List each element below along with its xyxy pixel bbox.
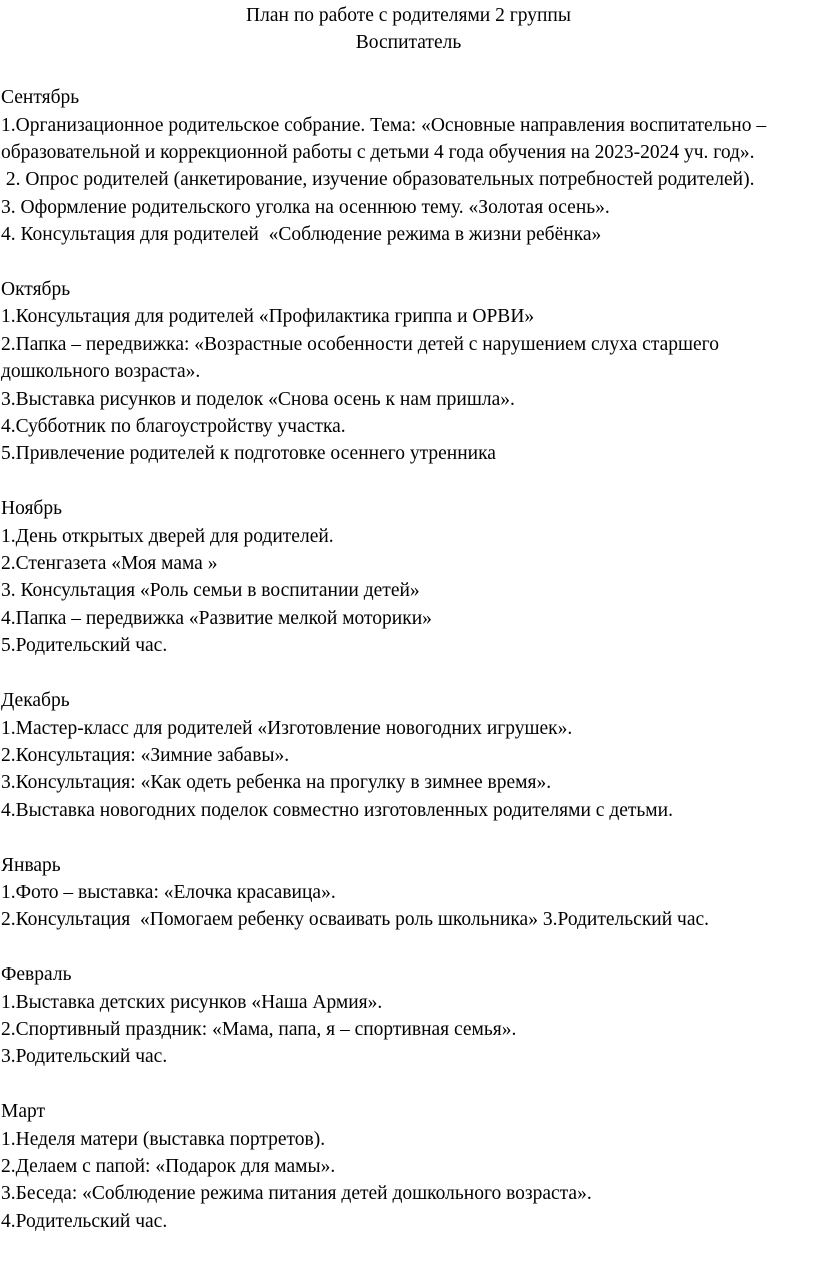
- section-november: [1, 495, 814, 659]
- list-item: 1.Неделя матери (выставка портретов).: [1, 1128, 326, 1150]
- list-item: 4.Папка – передвижка «Развитие мелкой моторики»: [1, 607, 432, 629]
- month-heading: Октябрь: [1, 279, 71, 301]
- list-item: 1.Мастер-класс для родителей «Изготовление новогодних игрушек».: [1, 717, 573, 739]
- list-item: 2.Делаем с папой: «Подарок для мамы».: [1, 1155, 336, 1177]
- month-heading: Декабрь: [1, 690, 70, 712]
- section-october: [1, 276, 814, 468]
- list-item: 2.Папка – передвижка: «Возрастные особенности детей с нарушением слуха старшего дошкольного возраста».: [1, 333, 719, 383]
- list-item: 3. Оформление родительского уголка на осеннюю тему. «Золотая осень».: [1, 196, 610, 218]
- list-item: 2.Стенгазета «Моя мама »: [1, 553, 218, 575]
- section-gap: [1, 934, 814, 961]
- list-item: 4.Выставка новогодних поделок совместно изготовленных родителями с детьми.: [1, 799, 673, 821]
- document-title: План по работе с родителями 2 группы: [246, 5, 571, 26]
- document-subtitle: Воспитатель: [355, 32, 462, 54]
- list-item: 4. Консультация для родителей «Соблюдение режима в жизни ребёнка»: [1, 224, 602, 246]
- list-item: 2.Спортивный праздник: «Мама, папа, я – спортивная семья».: [1, 1018, 517, 1040]
- month-heading: Январь: [1, 854, 61, 876]
- section-september: [1, 84, 814, 248]
- section-january: [1, 852, 814, 934]
- list-item: 5.Родительский час.: [1, 635, 168, 657]
- list-item: 2.Консультация: «Зимние забавы».: [1, 744, 290, 766]
- list-item: 4.Субботник по благоустройству участка.: [1, 416, 346, 438]
- list-item: 1.Фото – выставка: «Елочка красавица».: [1, 881, 336, 903]
- section-gap: [1, 660, 814, 687]
- section-february: [1, 961, 814, 1071]
- section-march: [1, 1098, 814, 1235]
- list-item: 4.Родительский час.: [1, 1210, 168, 1232]
- section-gap: [1, 1071, 814, 1098]
- section-december: [1, 687, 814, 824]
- list-item: 1.День открытых дверей для родителей.: [1, 525, 334, 547]
- header-spacer: [1, 57, 814, 84]
- section-gap: [1, 824, 814, 851]
- list-item: 3.Консультация: «Как одеть ребенка на прогулку в зимнее время».: [1, 772, 552, 794]
- month-heading: Ноябрь: [1, 498, 62, 520]
- section-gap: [1, 468, 814, 495]
- list-item: 1.Консультация для родителей «Профилактика гриппа и ОРВИ»: [1, 306, 535, 328]
- month-heading: Февраль: [1, 964, 72, 986]
- list-item: 3. Консультация «Роль семьи в воспитании детей»: [1, 580, 420, 602]
- list-item: 2.Консультация «Помогаем ребенку осваивать роль школьника» 3.Родительский час.: [1, 909, 710, 931]
- list-item: 3.Родительский час.: [1, 1046, 168, 1068]
- list-item: 5.Привлечение родителей к подготовке осеннего утренника: [1, 443, 496, 465]
- section-gap: [1, 249, 814, 276]
- list-item: 1.Организационное родительское собрание. Тема: «Основные направления воспитательно – образовательной и коррекционной работы с детьми 4 года обучения на 2023-2024 уч. год».: [1, 114, 767, 164]
- document-header: [1, 2, 814, 57]
- month-heading: Март: [1, 1101, 46, 1123]
- month-heading: Сентябрь: [1, 87, 80, 109]
- list-item: 2. Опрос родителей (анкетирование, изучение образовательных потребностей родителей).: [1, 169, 755, 191]
- list-item: 1.Выставка детских рисунков «Наша Армия».: [1, 991, 383, 1013]
- list-item: 3.Беседа: «Соблюдение режима питания детей дошкольного возраста».: [1, 1183, 592, 1205]
- list-item: 3.Выставка рисунков и поделок «Снова осень к нам пришла».: [1, 388, 515, 410]
